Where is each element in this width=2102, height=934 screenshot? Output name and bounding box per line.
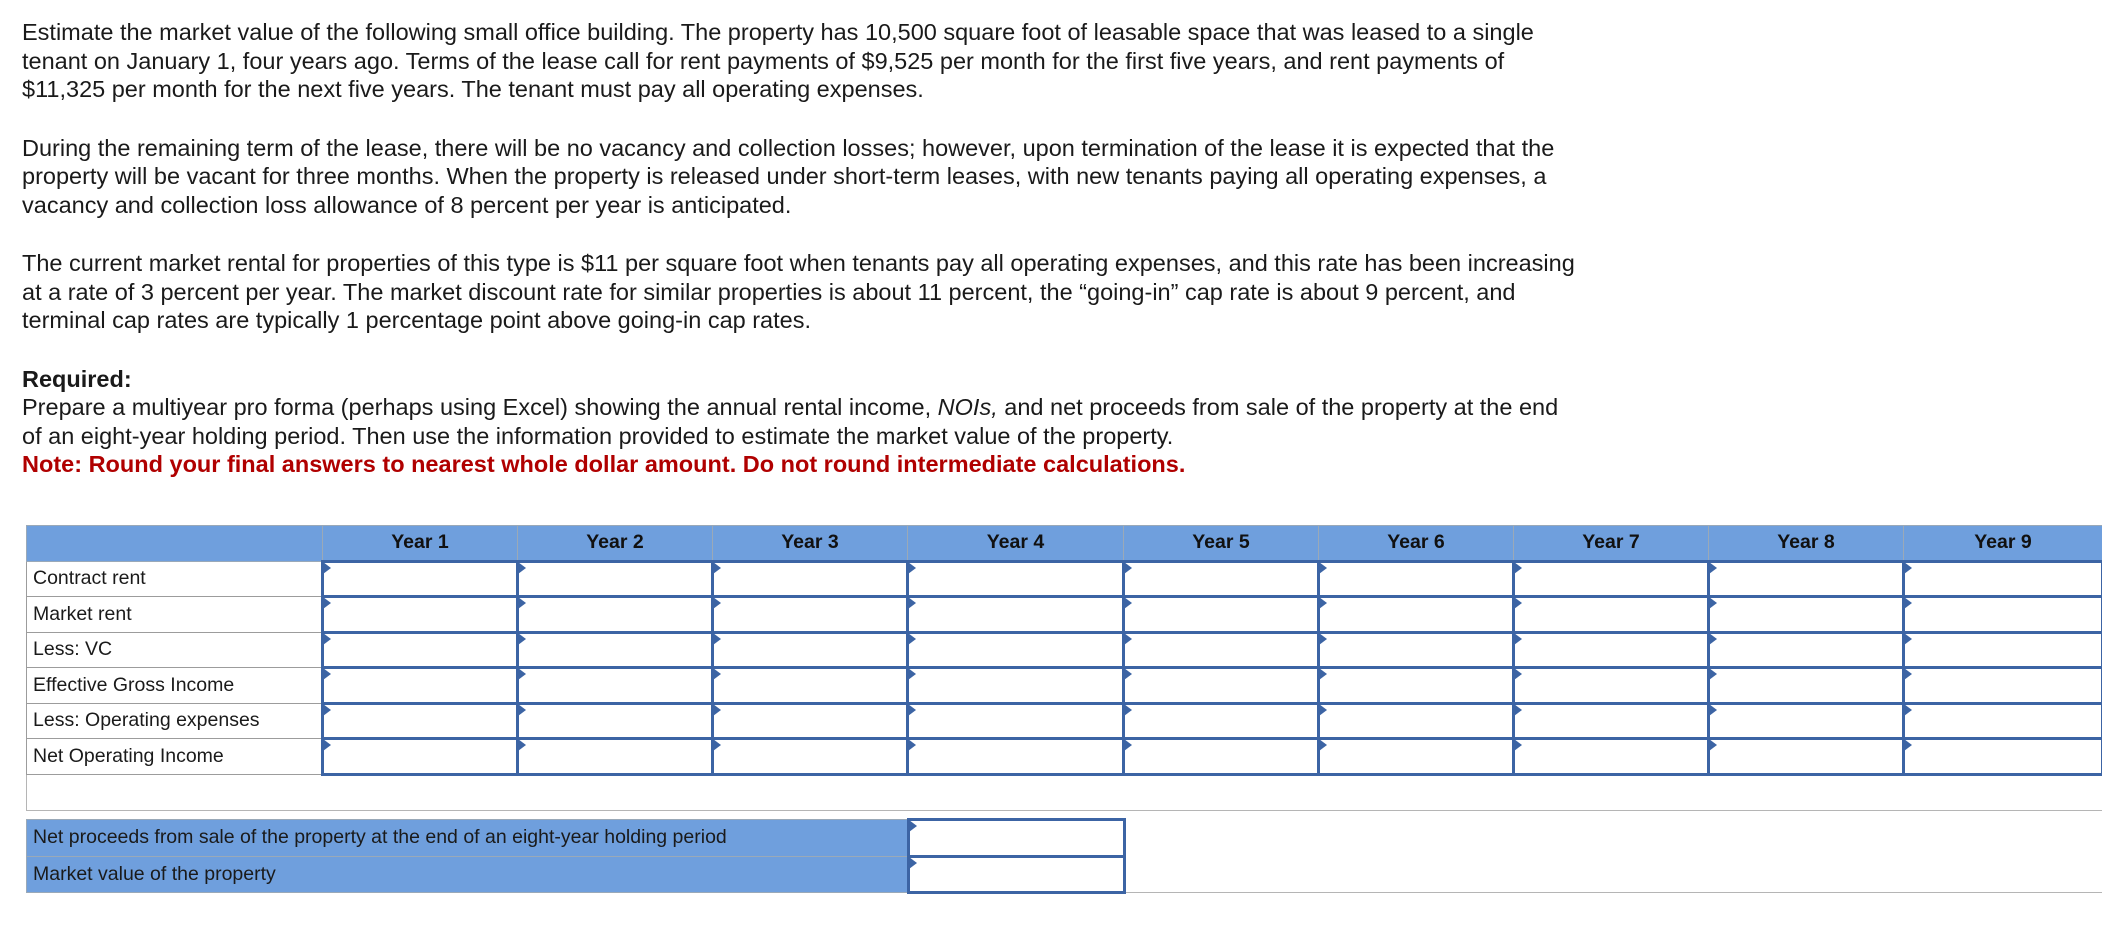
egi-year-1-input[interactable] [323,668,518,704]
row-label-less-vc: Less: VC [27,632,323,668]
noi-year-2-input[interactable] [518,739,713,775]
contract-rent-year-5-input[interactable] [1124,561,1319,597]
egi-year-9-input[interactable] [1904,668,2102,704]
egi-year-3-input[interactable] [713,668,908,704]
contract-rent-year-9-input[interactable] [1904,561,2102,597]
header-year-2: Year 2 [518,526,713,562]
market-rent-year-6-input[interactable] [1319,597,1514,633]
less-vc-year-6-input[interactable] [1319,632,1514,668]
table-row-market-rent [27,597,2102,633]
market-rent-year-4-input[interactable] [908,597,1124,633]
contract-rent-year-8-input[interactable] [1709,561,1904,597]
header-year-9: Year 9 [1904,526,2102,562]
less-vc-year-2-input[interactable] [518,632,713,668]
market-rent-year-1-input[interactable] [323,597,518,633]
header-year-7: Year 7 [1514,526,1709,562]
market-value-input[interactable] [909,856,1125,893]
required-text-after: and net proceeds from sale of the property at the end of an eight-year holding period. Then use the information provided to estimate the market value of the property. [22,394,1559,449]
opex-year-8-input[interactable] [1709,703,1904,739]
table-header-row [27,526,2102,562]
header-year-1: Year 1 [323,526,518,562]
less-vc-year-5-input[interactable] [1124,632,1319,668]
problem-statement [22,18,1582,479]
less-vc-year-1-input[interactable] [323,632,518,668]
opex-year-3-input[interactable] [713,703,908,739]
opex-year-1-input[interactable] [323,703,518,739]
market-rent-year-8-input[interactable] [1709,597,1904,633]
contract-rent-year-7-input[interactable] [1514,561,1709,597]
less-vc-year-4-input[interactable] [908,632,1124,668]
market-rent-year-2-input[interactable] [518,597,713,633]
summary-table [26,818,2102,894]
net-proceeds-label: Net proceeds from sale of the property at the end of an eight-year holding period [27,820,909,857]
row-label-operating-expenses: Less: Operating expenses [27,703,323,739]
noi-year-4-input[interactable] [908,739,1124,775]
spacer-cell [27,774,2102,810]
problem-paragraph-1: Estimate the market value of the following small office building. The property has 10,500 square foot of leasable space that was leased to a single tenant on January 1, four years ago. Terms of the lease call for rent payments of $9,525 per month for the first five years, and rent payments of $11,325 per month for the next five years. The tenant must pay all operating expenses. [22,19,1534,102]
table-row-net-operating-income [27,739,2102,775]
noi-year-5-input[interactable] [1124,739,1319,775]
less-vc-year-7-input[interactable] [1514,632,1709,668]
market-rent-year-7-input[interactable] [1514,597,1709,633]
header-year-3: Year 3 [713,526,908,562]
egi-year-7-input[interactable] [1514,668,1709,704]
contract-rent-year-2-input[interactable] [518,561,713,597]
summary-blank-area [1125,820,2102,893]
market-rent-year-5-input[interactable] [1124,597,1319,633]
opex-year-7-input[interactable] [1514,703,1709,739]
required-heading: Required: [22,365,132,392]
net-proceeds-input[interactable] [909,820,1125,857]
contract-rent-year-6-input[interactable] [1319,561,1514,597]
opex-year-9-input[interactable] [1904,703,2102,739]
row-label-contract-rent: Contract rent [27,561,323,597]
required-text-italic: NOIs, [937,394,998,420]
summary-row-net-proceeds [27,820,2102,857]
table-row-contract-rent [27,561,2102,597]
noi-year-6-input[interactable] [1319,739,1514,775]
row-label-effective-gross-income: Effective Gross Income [27,668,323,704]
problem-paragraph-2: During the remaining term of the lease, there will be no vacancy and collection losses; however, upon termination of the lease it is expected that the property will be vacant for three months. When the property is released under short-term leases, with new tenants paying all operating expenses, a vacancy and collection loss allowance of 8 percent per year is anticipated. [22,134,1555,218]
table-row-operating-expenses [27,703,2102,739]
egi-year-5-input[interactable] [1124,668,1319,704]
egi-year-8-input[interactable] [1709,668,1904,704]
noi-year-7-input[interactable] [1514,739,1709,775]
egi-year-6-input[interactable] [1319,668,1514,704]
header-year-8: Year 8 [1709,526,1904,562]
market-rent-year-3-input[interactable] [713,597,908,633]
market-value-label: Market value of the property [27,856,909,893]
egi-year-2-input[interactable] [518,668,713,704]
table-row-effective-gross-income [27,668,2102,704]
less-vc-year-3-input[interactable] [713,632,908,668]
noi-year-8-input[interactable] [1709,739,1904,775]
table-spacer-row [27,774,2102,810]
opex-year-4-input[interactable] [908,703,1124,739]
header-year-4: Year 4 [908,526,1124,562]
rounding-note: Note: Round your final answers to nearest whole dollar amount. Do not round intermediate calculations. [22,451,1186,477]
noi-year-9-input[interactable] [1904,739,2102,775]
header-year-5: Year 5 [1124,526,1319,562]
required-text-before: Prepare a multiyear pro forma (perhaps using Excel) showing the annual rental income, [22,394,938,420]
noi-year-1-input[interactable] [323,739,518,775]
less-vc-year-9-input[interactable] [1904,632,2102,668]
opex-year-2-input[interactable] [518,703,713,739]
noi-year-3-input[interactable] [713,739,908,775]
problem-paragraph-3: The current market rental for properties of this type is $11 per square foot when tenants pay all operating expenses, and this rate has been increasing at a rate of 3 percent per year. The market discount rate for similar properties is about 11 percent, the “going-in” cap rate is about 9 percent, and terminal cap rates are typically 1 percentage point above going-in cap rates. [22,250,1575,333]
contract-rent-year-3-input[interactable] [713,561,908,597]
header-blank [27,526,323,562]
opex-year-5-input[interactable] [1124,703,1319,739]
row-label-market-rent: Market rent [27,597,323,633]
market-rent-year-9-input[interactable] [1904,597,2102,633]
opex-year-6-input[interactable] [1319,703,1514,739]
egi-year-4-input[interactable] [908,668,1124,704]
header-year-6: Year 6 [1319,526,1514,562]
required-text [22,393,1582,450]
contract-rent-year-4-input[interactable] [908,561,1124,597]
contract-rent-year-1-input[interactable] [323,561,518,597]
table-row-less-vc [27,632,2102,668]
less-vc-year-8-input[interactable] [1709,632,1904,668]
row-label-net-operating-income: Net Operating Income [27,739,323,775]
required-section [22,365,1582,479]
pro-forma-table [26,525,2102,811]
